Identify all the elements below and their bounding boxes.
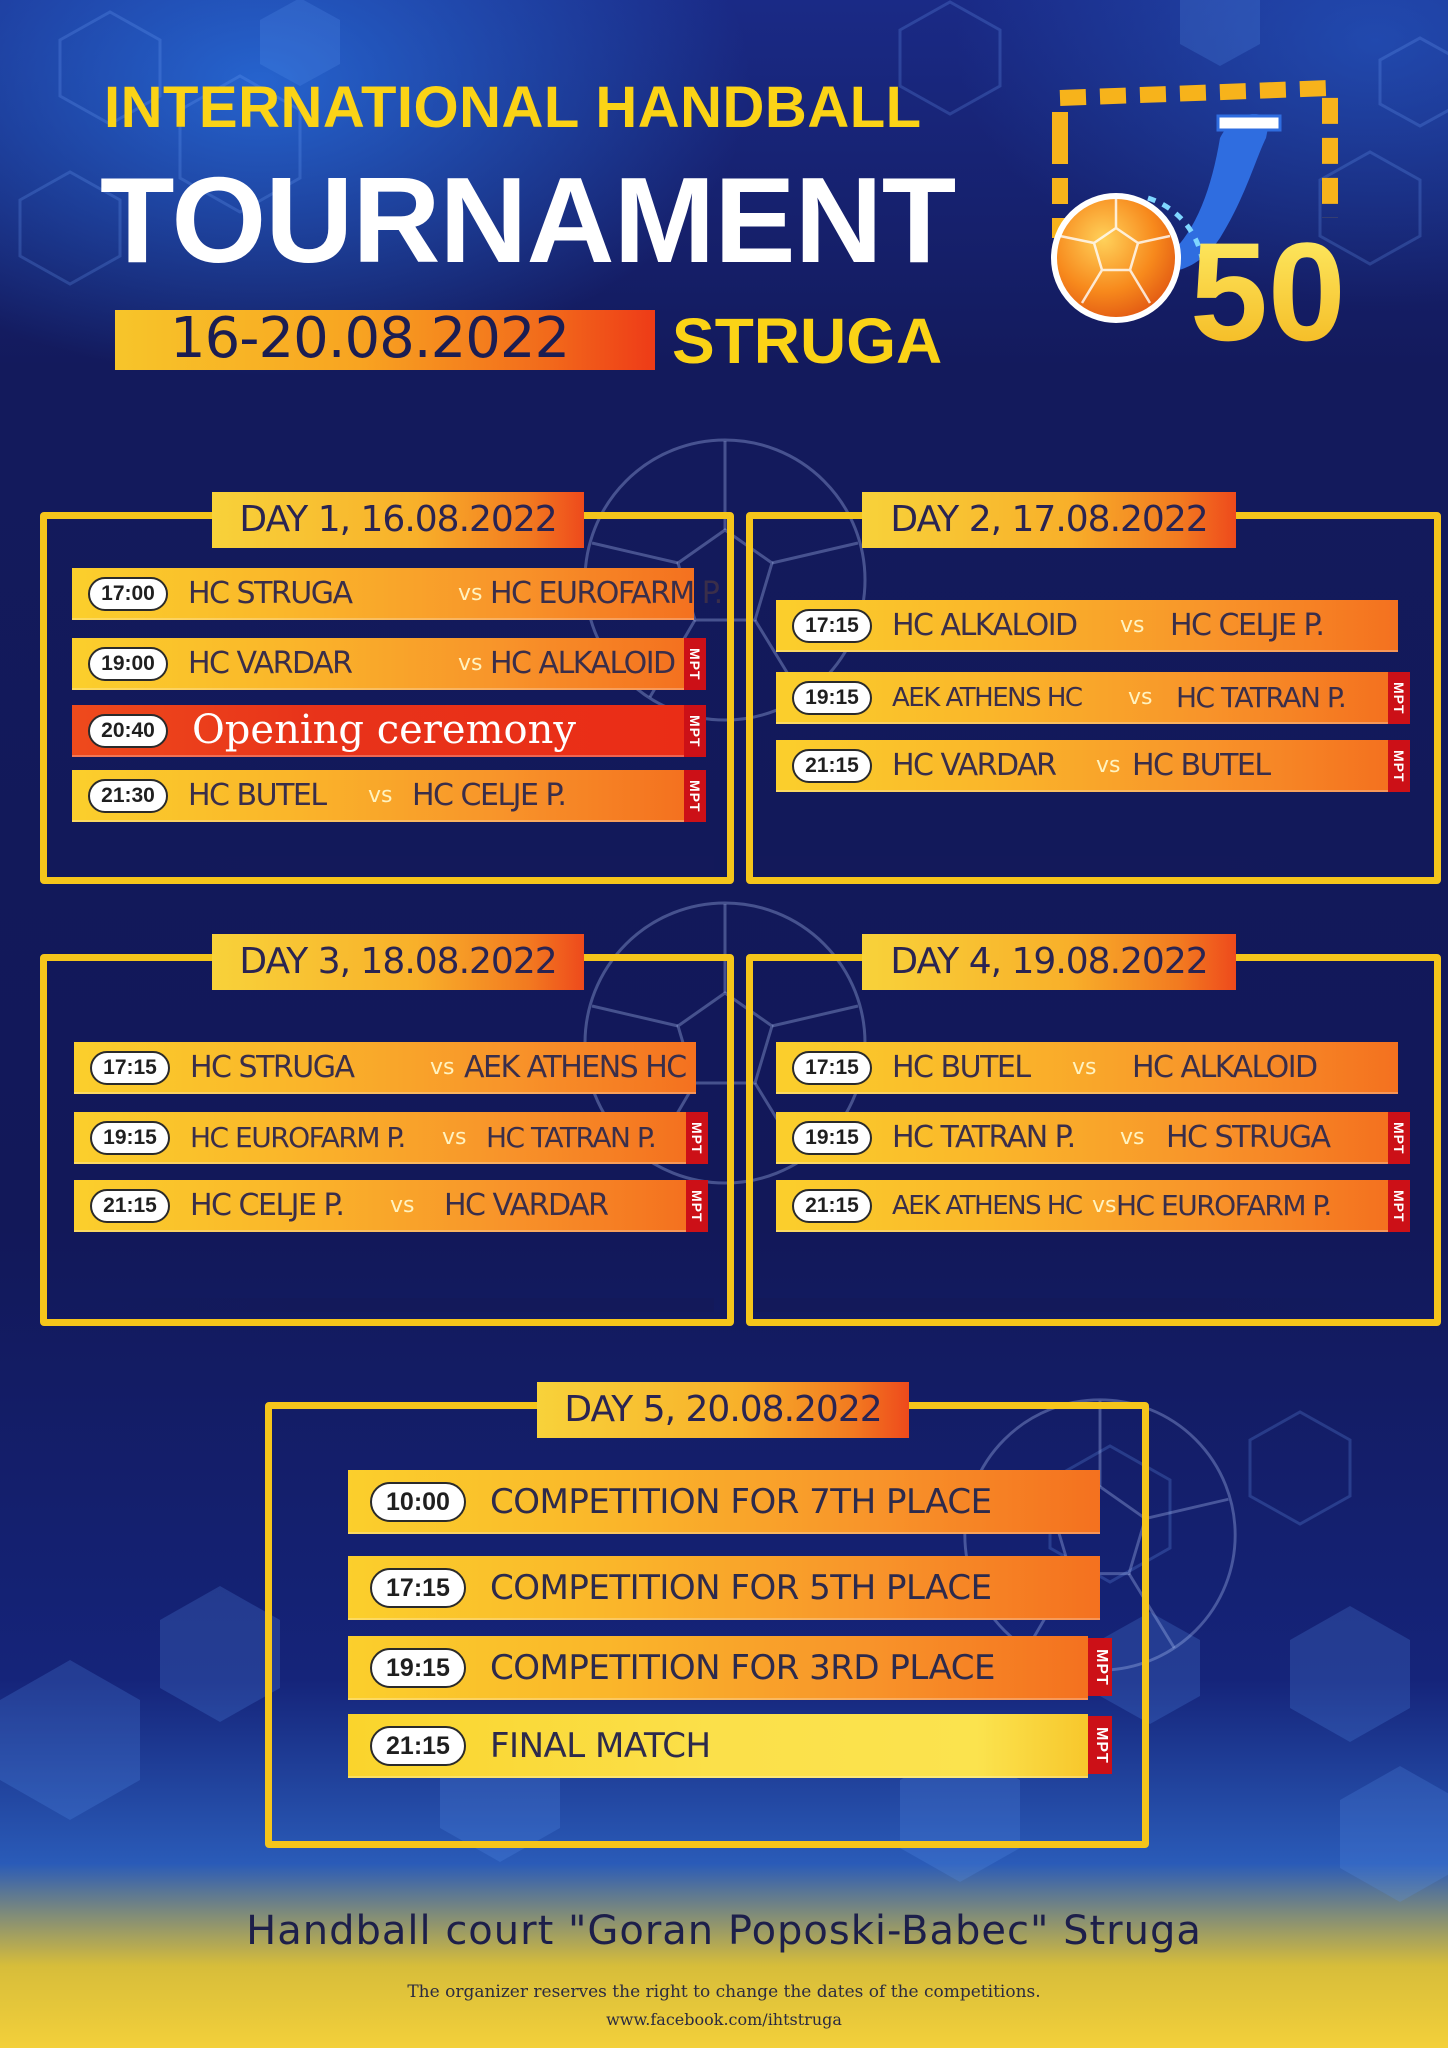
title-line2: TOURNAMENT (100, 152, 956, 288)
mpt-broadcast-badge: MPT (1388, 1180, 1410, 1232)
website-link[interactable]: www.facebook.com/ihtstruga (606, 2010, 842, 2029)
away-team: HC EUROFARM P. (1116, 1189, 1331, 1222)
vs-label: vs (1096, 753, 1121, 778)
tournament-city: STRUGA (672, 305, 943, 377)
match-row (776, 600, 1398, 652)
away-team: HC VARDAR (444, 1188, 608, 1223)
frame-shadow (753, 1298, 1420, 1312)
final-match-row (348, 1714, 1088, 1778)
home-team: AEK ATHENS HC (892, 683, 1082, 713)
final-day-row (348, 1636, 1088, 1700)
final-day-row (348, 1556, 1100, 1620)
match-row (776, 1042, 1398, 1094)
match-row (72, 638, 684, 690)
match-row (776, 1180, 1388, 1232)
vs-label: vs (1120, 1125, 1145, 1150)
match-time: 17:15 (90, 1051, 170, 1085)
mpt-broadcast-badge: MPT (684, 705, 706, 757)
title-line1: INTERNATIONAL HANDBALL (104, 75, 922, 140)
home-team: HC STRUGA (190, 1050, 354, 1085)
day4-label: DAY 4, 19.08.2022 (862, 934, 1236, 990)
home-team: HC CELJE P. (190, 1188, 344, 1223)
vs-label: vs (458, 651, 483, 676)
match-time: 17:00 (88, 577, 168, 611)
match-row (72, 568, 722, 620)
away-team: HC ALKALOID (490, 646, 675, 681)
frame-shadow (54, 1298, 714, 1312)
mpt-broadcast-badge: MPT (1388, 672, 1410, 724)
vs-label: vs (1128, 685, 1153, 710)
match-row (74, 1180, 686, 1232)
opening-ceremony: Opening ceremony (192, 707, 576, 753)
vs-label: vs (1072, 1055, 1097, 1080)
home-team: HC STRUGA (188, 576, 352, 611)
final-match-title: FINAL MATCH (490, 1726, 711, 1766)
away-team: HC STRUGA (1166, 1120, 1330, 1155)
match-time: 19:00 (88, 647, 168, 681)
home-team: HC EUROFARM P. (190, 1121, 405, 1154)
disclaimer-text: The organizer reserves the right to change the dates of the competitions. (407, 1982, 1041, 2002)
match-row (72, 770, 684, 822)
anniversary-logo (1030, 78, 1400, 368)
mpt-broadcast-badge: MPT (1088, 1638, 1112, 1696)
competition-title: COMPETITION FOR 5TH PLACE (490, 1568, 992, 1608)
day1-label: DAY 1, 16.08.2022 (212, 492, 584, 548)
vs-label: vs (390, 1193, 415, 1218)
away-team: HC ALKALOID (1132, 1050, 1317, 1085)
handball-icon (1054, 196, 1178, 320)
match-time: 19:15 (792, 681, 872, 715)
event-time: 10:00 (370, 1482, 466, 1522)
anniversary-number: 50 (1190, 213, 1346, 370)
away-team: HC CELJE P. (1170, 608, 1324, 643)
vs-label: vs (442, 1125, 467, 1150)
match-time: 21:15 (90, 1189, 170, 1223)
away-team: HC EUROFARM P. (490, 576, 722, 611)
match-time: 19:15 (90, 1121, 170, 1155)
home-team: HC BUTEL (188, 778, 326, 813)
event-time: 19:15 (370, 1648, 466, 1688)
final-day-row (348, 1470, 1100, 1534)
match-row (74, 1112, 686, 1164)
frame-shadow (54, 856, 714, 870)
event-time: 20:40 (88, 714, 168, 748)
match-row (74, 1042, 696, 1094)
day2-label: DAY 2, 17.08.2022 (862, 492, 1236, 548)
match-row (776, 1112, 1388, 1164)
away-team: HC BUTEL (1132, 748, 1270, 783)
frame-shadow (753, 856, 1420, 870)
vs-label: vs (430, 1055, 455, 1080)
mpt-broadcast-badge: MPT (686, 1180, 708, 1232)
vs-label: vs (368, 783, 393, 808)
away-team: HC CELJE P. (412, 778, 566, 813)
away-team: HC TATRAN P. (486, 1121, 656, 1154)
home-team: HC VARDAR (892, 748, 1056, 783)
event-time: 17:15 (370, 1568, 466, 1608)
match-time: 17:15 (792, 609, 872, 643)
day3-label: DAY 3, 18.08.2022 (212, 934, 584, 990)
mpt-broadcast-badge: MPT (684, 770, 706, 822)
event-time: 21:15 (370, 1726, 466, 1766)
match-row (776, 672, 1388, 724)
away-team: AEK ATHENS HC (464, 1050, 686, 1085)
mpt-broadcast-badge: MPT (1388, 740, 1410, 792)
competition-title: COMPETITION FOR 3RD PLACE (490, 1648, 996, 1688)
day5-frame (265, 1402, 1149, 1848)
home-team: AEK ATHENS HC (892, 1191, 1082, 1221)
mpt-broadcast-badge: MPT (684, 638, 706, 690)
vs-label: vs (1092, 1193, 1117, 1218)
mpt-broadcast-badge: MPT (686, 1112, 708, 1164)
mpt-broadcast-badge: MPT (1388, 1112, 1410, 1164)
vs-label: vs (1120, 613, 1145, 638)
venue-name: Handball court "Goran Poposki-Babec" Struga (246, 1908, 1202, 1954)
home-team: HC ALKALOID (892, 608, 1077, 643)
home-team: HC TATRAN P. (892, 1120, 1075, 1155)
match-time: 21:15 (792, 1189, 872, 1223)
match-time: 17:15 (792, 1051, 872, 1085)
tournament-dates: 16-20.08.2022 (170, 306, 570, 371)
match-row (776, 740, 1388, 792)
away-team: HC TATRAN P. (1176, 681, 1346, 714)
match-time: 19:15 (792, 1121, 872, 1155)
home-team: HC BUTEL (892, 1050, 1030, 1085)
ceremony-row (72, 705, 684, 757)
home-team: HC VARDAR (188, 646, 352, 681)
mpt-broadcast-badge: MPT (1088, 1716, 1112, 1774)
match-time: 21:15 (792, 749, 872, 783)
competition-title: COMPETITION FOR 7TH PLACE (490, 1482, 992, 1522)
vs-label: vs (458, 581, 483, 606)
day5-label: DAY 5, 20.08.2022 (537, 1382, 909, 1438)
match-time: 21:30 (88, 779, 168, 813)
